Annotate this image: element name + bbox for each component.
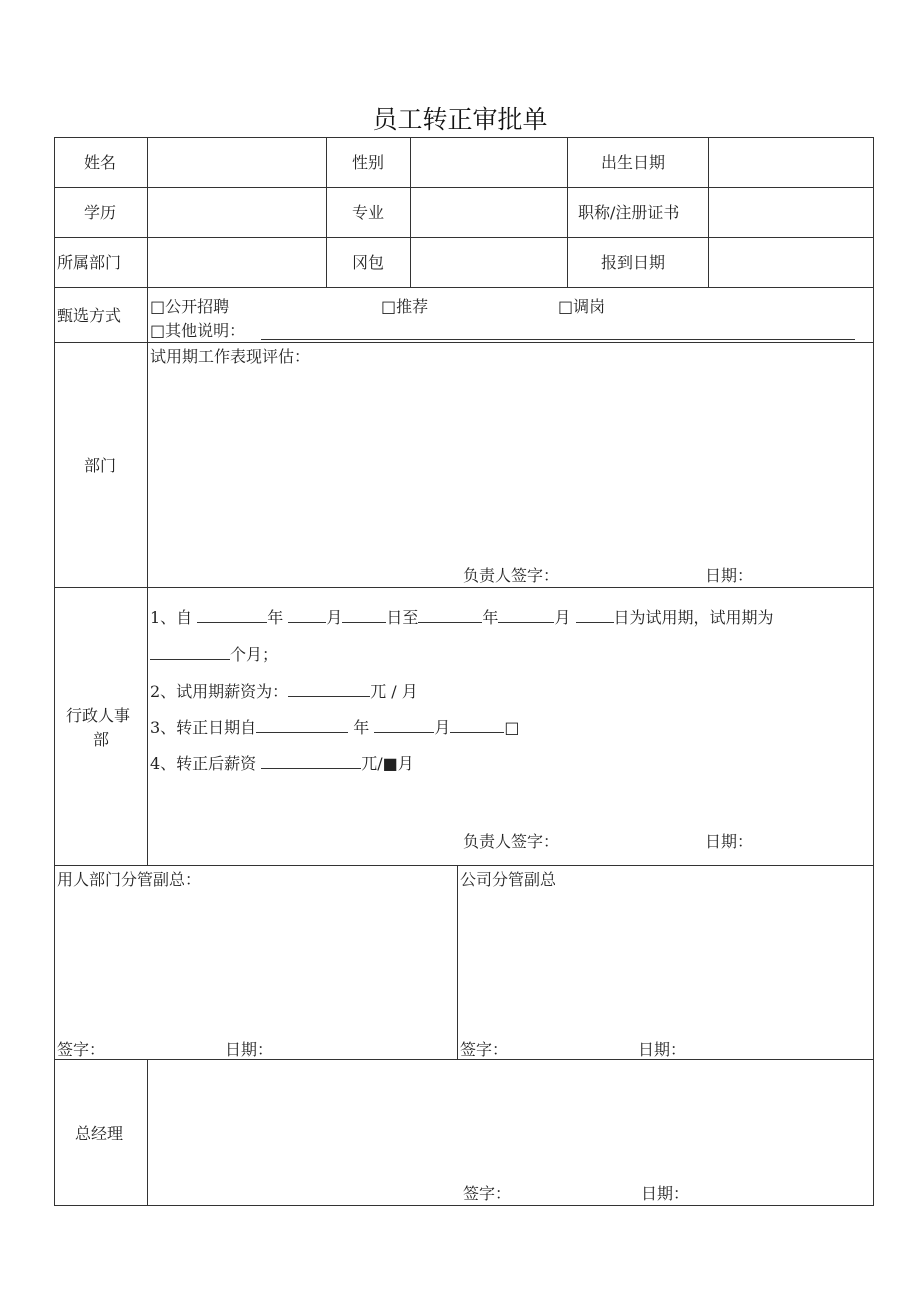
trial-start-year-field[interactable]: [197, 606, 267, 623]
company-vp-date-label: 日期：: [638, 1040, 687, 1059]
dept-vp-date-label: 日期：: [225, 1040, 274, 1059]
post-label: 冈包: [352, 253, 385, 272]
company-vp-sign-label: 签字：: [460, 1040, 509, 1059]
trial-start-month-field[interactable]: [288, 606, 326, 623]
item2-prefix: 2、试用期薪资为：: [150, 682, 289, 701]
item3-prefix: 3、转正日期自: [150, 718, 257, 737]
gm-sign-label: 签字：: [463, 1184, 512, 1203]
dept-vp-label: 用人部门分管副总：: [57, 870, 202, 889]
trial-months-field[interactable]: [150, 643, 230, 660]
option-other[interactable]: □其他说明：: [150, 321, 246, 340]
dept-eval-label: 试用期工作表现评估：: [150, 347, 311, 366]
name-label: 姓名: [84, 153, 117, 172]
item1-year2: 年: [482, 608, 499, 627]
trial-end-day-field[interactable]: [576, 606, 614, 623]
item1-day-to: 日至: [386, 608, 419, 627]
department-label: 所属部门: [57, 253, 122, 272]
item3-month: 月: [434, 718, 451, 737]
hr-item-3: [150, 716, 520, 738]
dept-vp-sign-label: 签字：: [57, 1040, 106, 1059]
option-public-recruit[interactable]: □公开招聘: [150, 297, 230, 316]
confirm-year-field[interactable]: [256, 716, 348, 733]
gender-label: 性别: [352, 153, 385, 172]
option-transfer[interactable]: □调岗: [558, 297, 606, 316]
hr-date-label: 日期：: [705, 832, 754, 851]
report-date-label: 报到日期: [601, 253, 666, 272]
item1-month2: 月: [554, 608, 571, 627]
hr-item-1-cont: [150, 643, 278, 665]
item1-year: 年: [267, 608, 284, 627]
company-vp-label: 公司分管副总: [460, 870, 557, 889]
trial-start-day-field[interactable]: [342, 606, 386, 623]
hr-item-1: [150, 606, 774, 628]
option-referral[interactable]: □推荐: [381, 297, 429, 316]
confirm-month-field[interactable]: [374, 716, 434, 733]
confirm-day-field[interactable]: [450, 716, 504, 733]
form-title: 员工转正审批单: [372, 105, 548, 134]
item2-suffix: 兀 / 月: [370, 682, 418, 701]
item1-prefix: 1、自: [150, 608, 193, 627]
major-label: 专业: [352, 203, 385, 222]
title-cert-label: 职称/注册证书: [578, 203, 680, 222]
item1-suffix: 日为试用期，试用期为: [613, 608, 774, 627]
item3-box: □: [504, 718, 520, 737]
selection-label: 甄选方式: [57, 306, 122, 325]
dept-sign-label: 负责人签字：: [463, 566, 560, 585]
hr-item-2: [150, 680, 418, 702]
education-label: 学历: [84, 203, 117, 222]
hr-section-label-line2: 部: [93, 730, 110, 749]
gm-label: 总经理: [75, 1124, 124, 1143]
gm-date-label: 日期：: [641, 1184, 690, 1203]
birth-date-label: 出生日期: [601, 153, 666, 172]
item4-suffix: 兀/■月: [361, 754, 414, 773]
trial-end-year-field[interactable]: [418, 606, 482, 623]
item1-cont: 个月；: [230, 645, 279, 664]
regular-salary-field[interactable]: [261, 752, 361, 769]
trial-salary-field[interactable]: [288, 680, 370, 697]
dept-section-label: 部门: [84, 456, 117, 475]
hr-item-4: [150, 752, 414, 774]
other-description-line[interactable]: [261, 339, 855, 340]
item1-month: 月: [326, 608, 343, 627]
item4-prefix: 4、转正后薪资: [150, 754, 257, 773]
item3-year: 年: [353, 718, 370, 737]
hr-sign-label: 负责人签字：: [463, 832, 560, 851]
hr-section-label-line1: 行政人事: [66, 706, 131, 725]
dept-date-label: 日期：: [705, 566, 754, 585]
trial-end-month-field[interactable]: [498, 606, 554, 623]
